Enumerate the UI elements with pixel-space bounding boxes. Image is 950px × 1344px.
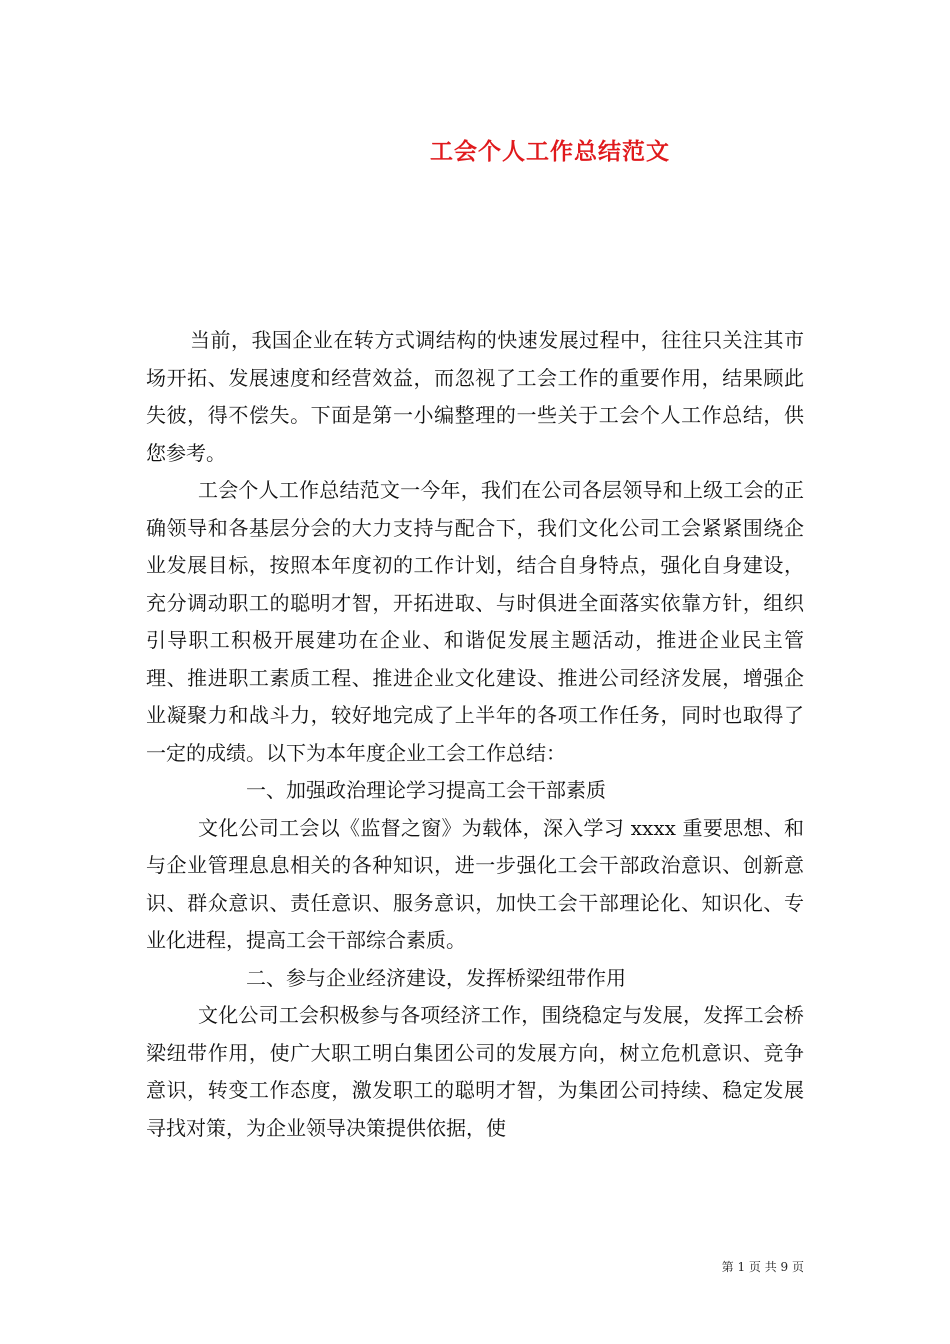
page-footer: 第 1 页 共 9 页 (721, 1260, 804, 1274)
section-heading-two: 二、参与企业经济建设，发挥桥梁纽带作用 (246, 965, 626, 990)
paragraph-intro: 当前，我国企业在转方式调结构的快速发展过程中，往往只关注其市场开拓、发展速度和经营效益，而忽视了工会工作的重要作用，结果顾此失彼，得不偿失。下面是第一小编整理的一些关于工会个人工作总结，供您参考。 (146, 328, 804, 465)
paragraph-section-two: 文化公司工会积极参与各项经济工作，围绕稳定与发展，发挥工会桥梁纽带作用，使广大职工明白集团公司的发展方向，树立危机意识、竞争意识，转变工作态度，激发职工的聪明才智，为集团公司持续、稳定发展寻找对策，为企业领导决策提供依据，使 (146, 1003, 804, 1140)
document-title: 工会个人工作总结范文 (430, 138, 670, 165)
document-body (146, 322, 804, 1147)
section-heading-one: 一、加强政治理论学习提高工会干部素质 (246, 778, 606, 802)
paragraph-summary-one: 工会个人工作总结范文一今年，我们在公司各层领导和上级工会的正确领导和各基层分会的大力支持与配合下，我们文化公司工会紧紧围绕企业发展目标，按照本年度初的工作计划，结合自身特点，强化自身建设，充分调动职工的聪明才智，开拓进取、与时俱进全面落实依靠方针，组织引导职工积极开展建功在企业、和谐促发展主题活动，推进企业民主管理、推进职工素质工程、推进企业文化建设、推进公司经济发展，增强企业凝聚力和战斗力，较好地完成了上半年的各项工作任务，同时也取得了一定的成绩。以下为本年度企业工会工作总结： (146, 478, 804, 765)
paragraph-section-one: 文化公司工会以《监督之窗》为载体，深入学习 xxxx 重要思想、和与企业管理息息相关的各种知识，进一步强化工会干部政治意识、创新意识、群众意识、责任意识、服务意识，加快工会干部理论化、知识化、专业化进程，提高工会干部综合素质。 (146, 815, 804, 952)
